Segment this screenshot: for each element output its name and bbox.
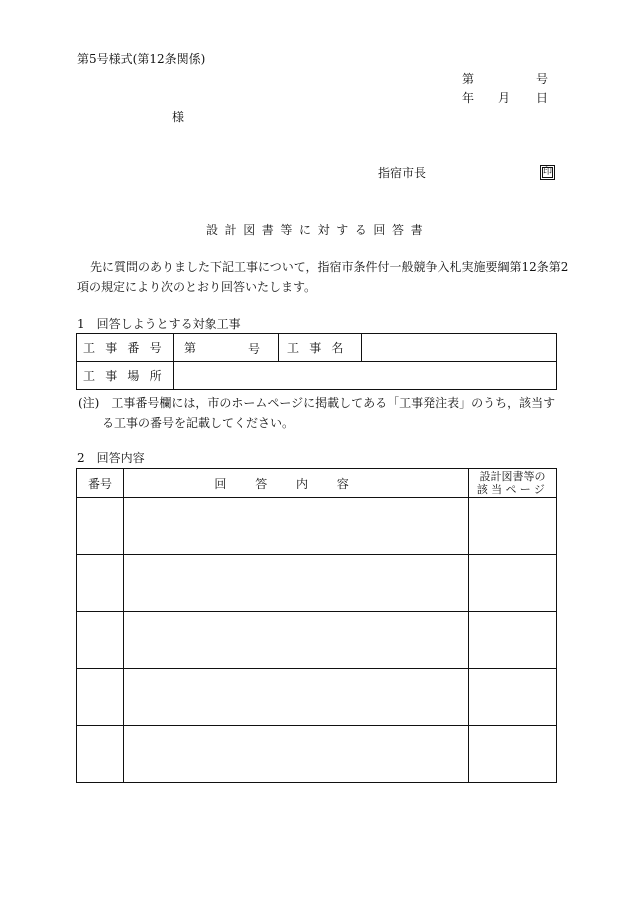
answer-number-cell[interactable] [77, 669, 124, 726]
work-name-field[interactable] [362, 334, 557, 362]
col-number-header: 番号 [77, 469, 124, 498]
work-location-label: 工事場所 [83, 369, 172, 383]
answer-row [77, 669, 557, 726]
answer-content-cell[interactable] [124, 726, 469, 783]
answer-number-cell[interactable] [77, 555, 124, 612]
issuer-title: 指宿市長 [378, 166, 427, 180]
work-location-field[interactable] [174, 362, 557, 390]
answer-content-cell[interactable] [124, 669, 469, 726]
answer-row [77, 726, 557, 783]
section1-heading: 1 回答しようとする対象工事 [77, 317, 241, 331]
note [78, 393, 560, 433]
intro-line-1: 先に質問のありました下記工事について，指宿市条件付一般競争入札実施要綱第12条第2 [90, 260, 569, 274]
number-go: 号 [536, 72, 549, 86]
form-label: 第5号様式(第12条関係) [77, 52, 206, 66]
col-content-header: 回答内容 [124, 469, 469, 498]
work-location-row [77, 362, 557, 390]
number-dai: 第 [462, 72, 475, 86]
work-location-label-cell [77, 362, 174, 390]
date-day: 日 [536, 91, 549, 105]
target-work-table [76, 333, 557, 390]
work-name-label-cell [279, 334, 362, 362]
note-line-2: る工事の番号を記載してください。 [102, 416, 295, 430]
answer-row [77, 555, 557, 612]
answer-page-cell[interactable] [469, 498, 557, 555]
answer-number-cell[interactable] [77, 498, 124, 555]
answer-row [77, 498, 557, 555]
date-month: 月 [498, 91, 511, 105]
answer-table [76, 468, 557, 783]
work-number-label: 工事番号 [83, 341, 172, 355]
answer-content-cell[interactable] [124, 612, 469, 669]
work-name-label: 工事名 [287, 341, 354, 355]
date-year: 年 [462, 91, 475, 105]
section2-heading: 2 回答内容 [77, 451, 145, 465]
seal-mark [540, 165, 555, 180]
answer-number-cell[interactable] [77, 726, 124, 783]
addressee-suffix: 様 [172, 110, 185, 124]
col-page-header-line-1: 設計図書等の [479, 470, 546, 483]
answer-page-cell[interactable] [469, 555, 557, 612]
document-title: 設計図書等に対する回答書 [206, 223, 430, 237]
answer-header-row [77, 469, 557, 498]
answer-content-cell[interactable] [124, 555, 469, 612]
intro-line-2: 項の規定により次のとおり回答いたします。 [77, 280, 317, 294]
answer-page-cell[interactable] [469, 726, 557, 783]
seal-char: 印 [543, 167, 553, 177]
work-number-dai: 第 [184, 341, 197, 355]
answer-content-cell[interactable] [124, 498, 469, 555]
note-prefix: (注) [78, 396, 100, 410]
col-page-header-line-2: 該当ページ [476, 483, 549, 496]
work-number-field[interactable] [174, 334, 279, 362]
answer-page-cell[interactable] [469, 669, 557, 726]
col-page-header [469, 469, 557, 498]
work-number-label-cell [77, 334, 174, 362]
answer-row [77, 612, 557, 669]
answer-number-cell[interactable] [77, 612, 124, 669]
answer-page-cell[interactable] [469, 612, 557, 669]
work-number-go: 号 [248, 342, 261, 356]
note-line-1: (注) 工事番号欄には，市のホームページに掲載してある「工事発注表」のうち，該当す [78, 396, 556, 410]
work-number-row [77, 334, 557, 362]
